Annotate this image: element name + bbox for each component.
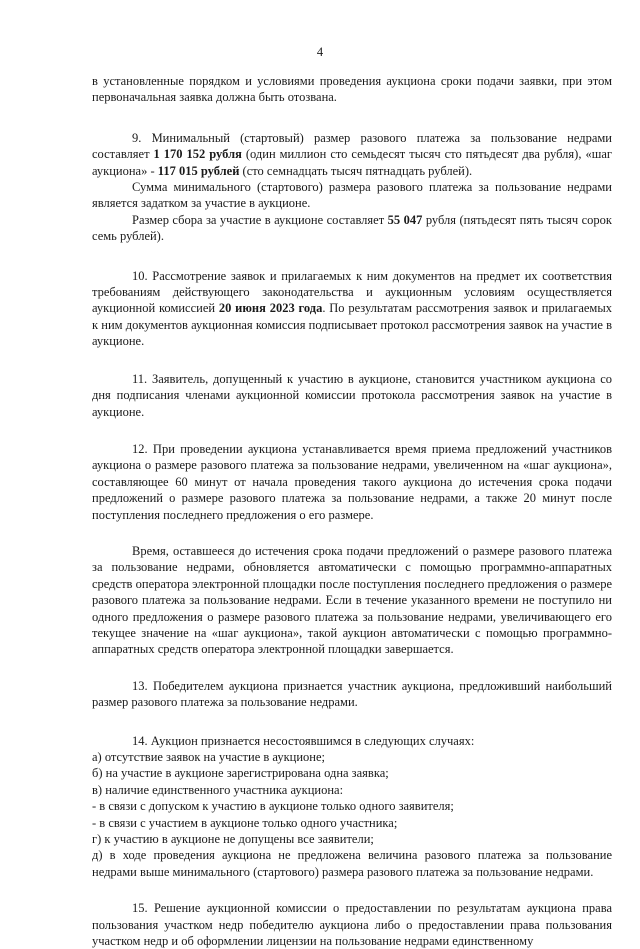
list-item: б) на участие в аукционе зарегистрирована одна заявка; xyxy=(92,766,389,781)
list-item: в) наличие единственного участника аукциона: xyxy=(92,782,344,797)
list-item: - в связи с участием в аукционе только одного участника; xyxy=(92,815,398,830)
paragraph-12-b: Время, оставшееся до истечения срока подачи предложений о размере разового платежа за пользование недрами, обновляется автоматически с помощью программно-аппаратных средств оператора электронной площадки после поступления последнего предложения о размере разового платежа за пользование недрами. Если в течение указанного времени не поступило ни одного предложения о размере разового платежа за пользование недрами, увеличивающего его текущее значение на «шаг аукциона», такой аукцион автоматически с помощью программно-аппаратных средств оператора электронной площадки завершается. xyxy=(92,543,612,657)
paragraph-15: 15. Решение аукционной комиссии о предоставлении по результатам аукциона права пользования участком недр победителю аукциона либо о предоставлении права пользования участком недр и об оформлении лицензии на пользование недрами единственному xyxy=(92,901,612,949)
list-item: д) в ходе проведения аукциона не предложена величина разового платежа за пользование недрами выше минимального (стартового) размера разового платежа за пользование недрами. xyxy=(92,848,612,879)
min-payment-amount: 1 170 152 рубля xyxy=(153,147,242,162)
paragraph-11: 11. Заявитель, допущенный к участию в аукционе, становится участником аукциона со дня подписания членами аукционной комиссии протокола рассмотрения заявок на участие в аукционе. xyxy=(92,371,612,419)
paragraph-13: 13. Победителем аукциона признается участник аукциона, предложивший наибольший размер разового платежа за пользование недрами. xyxy=(92,678,612,710)
list-item: г) к участию в аукционе не допущены все заявители; xyxy=(92,832,374,847)
fee-amount: 55 047 xyxy=(387,212,423,227)
list-item: а) отсутствие заявок на участие в аукционе; xyxy=(92,750,325,764)
paragraph-14 xyxy=(92,733,612,881)
auction-step-amount: 117 015 рублей xyxy=(157,163,240,178)
paragraph-9: 9. Минимальный (стартовый) размер разового платежа за пользование недрами составляет 1 170 152 рубля (один миллион сто семьдесят тысяч сто пятьдесят два рубля), «шаг аукциона» - 117 015 рублей (сто семнадцать тысяч пятнадцать рублей). xyxy=(92,130,612,178)
page-number: 4 xyxy=(316,45,324,59)
paragraph-9-fee: Размер сбора за участие в аукционе составляет 55 047 рубля (пятьдесят пять тысяч сорок семь рублей). xyxy=(92,212,613,244)
paragraph-14-head: 14. Аукцион признается несостоявшимся в следующих случаях: xyxy=(132,733,475,748)
list-item: - в связи с допуском к участию в аукционе только одного заявителя; xyxy=(92,799,454,814)
paragraph-10: 10. Рассмотрение заявок и прилагаемых к ним документов на предмет их соответствия требованиям действующего законодательства и аукционным условиям осуществляется аукционной комиссией 20 июня 2023 года. По результатам рассмотрения заявок и прилагаемых к ним документов аукционная комиссия подписывает протокол рассмотрения заявок на участие в аукционе. xyxy=(92,268,612,349)
paragraph-9-deposit: Сумма минимального (стартового) размера разового платежа за пользование недрами является задатком за участие в аукционе. xyxy=(92,180,612,211)
document-body xyxy=(92,73,612,949)
review-date: 20 июня 2023 года xyxy=(218,301,323,316)
paragraph-intro: в установленные порядком и условиями проведения аукциона сроки подачи заявки, при этом первоначальная заявка должна быть отозвана. xyxy=(92,74,612,105)
paragraph-12: 12. При проведении аукциона устанавливается время приема предложений участников аукциона о размере разового платежа за пользование недрами, увеличенном на «шаг аукциона», составляющее 60 минут от начала проведения такого аукциона до истечения срока подачи предложений о размере разового платежа за пользование недрами, а также 20 минут после поступления последнего предложения о его размере. xyxy=(92,441,612,522)
